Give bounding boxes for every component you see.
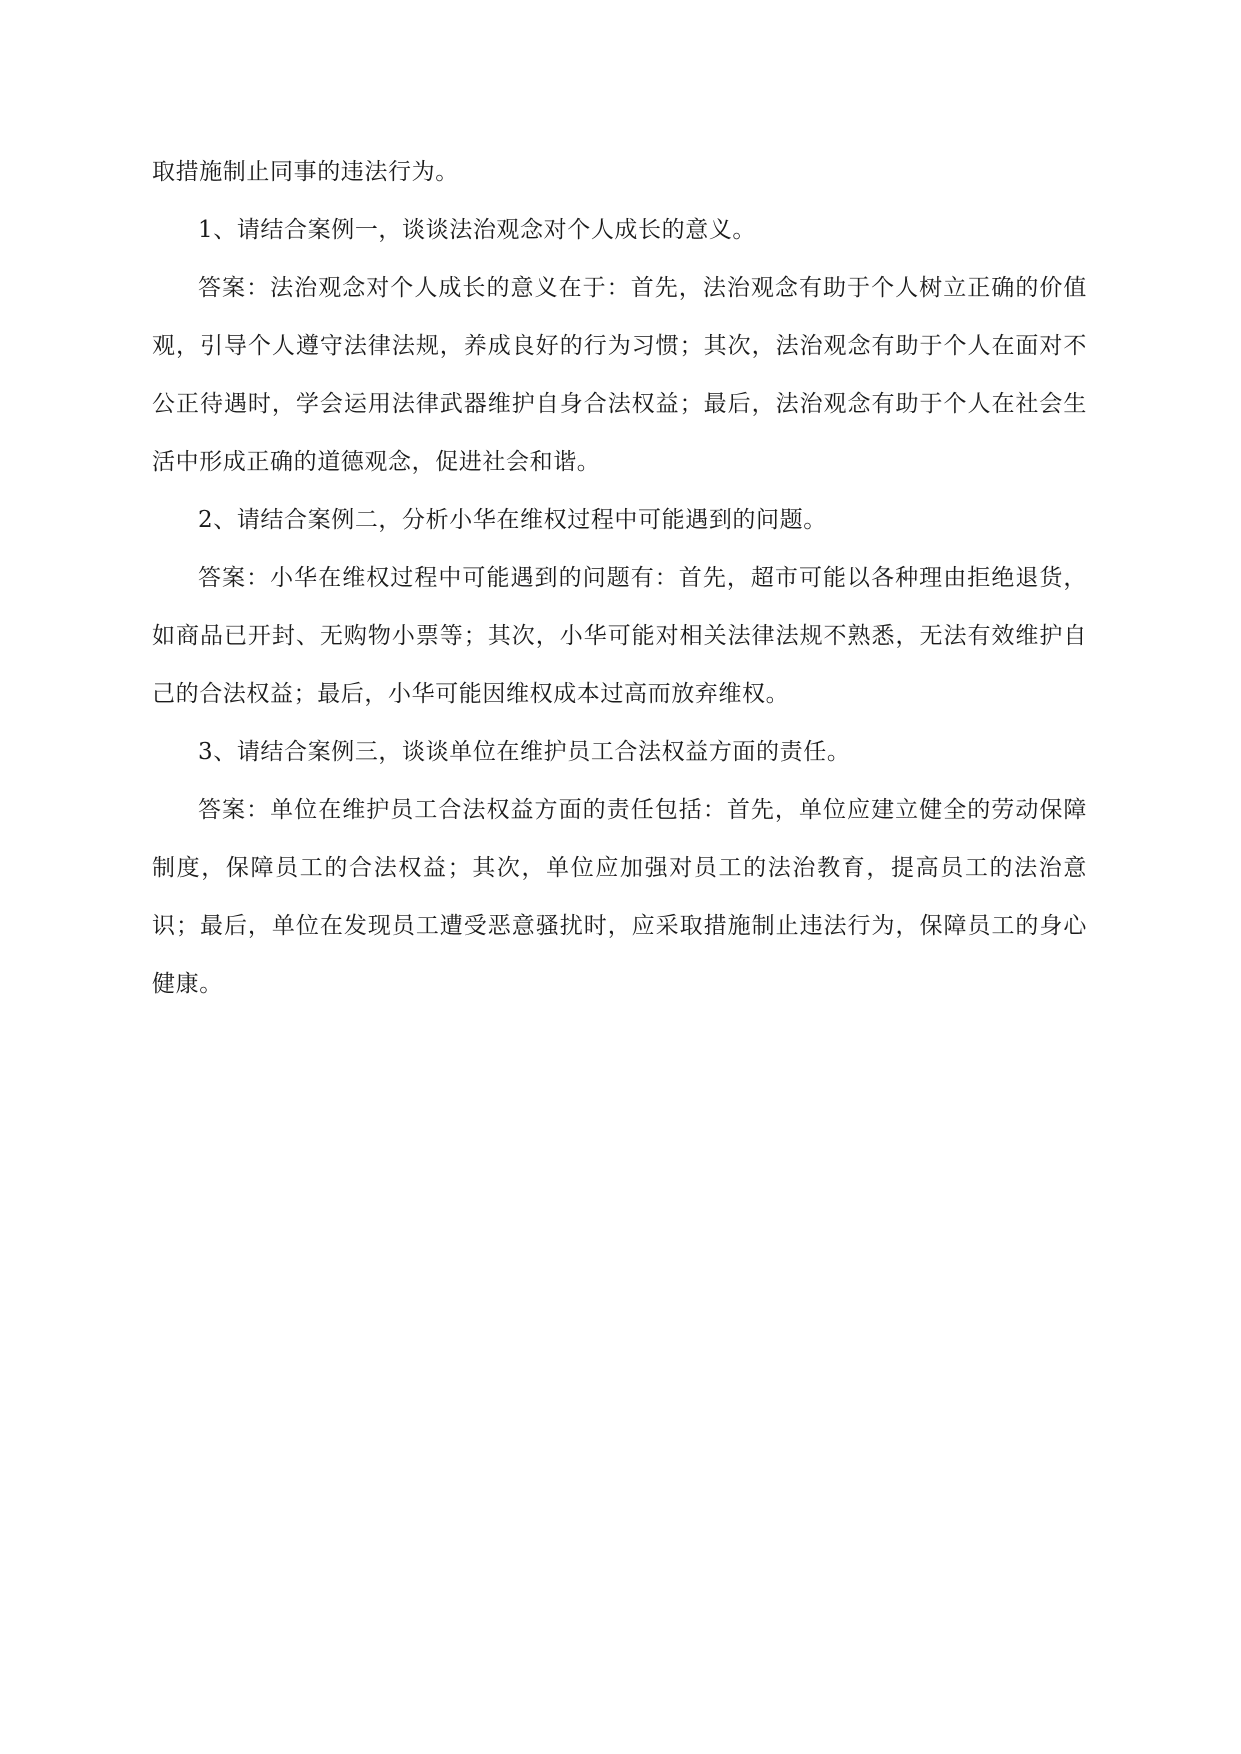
continued-paragraph: 取措施制止同事的违法行为。 — [152, 159, 459, 185]
question-2: 2、请结合案例二，分析小华在维权过程中可能遇到的问题。 — [198, 507, 827, 533]
question-3: 3、请结合案例三，谈谈单位在维护员工合法权益方面的责任。 — [198, 739, 851, 765]
question-1: 1、请结合案例一，谈谈法治观念对个人成长的意义。 — [198, 217, 757, 243]
answer-3: 答案：单位在维护员工合法权益方面的责任包括：首先，单位应建立健全的劳动保障制度，保障员工的合法权益；其次，单位应加强对员工的法治教育，提高员工的法治意识；最后，单位在发现员工遭受恶意骚扰时，应采取措施制止违法行为，保障员工的身心健康。 — [152, 797, 1087, 997]
answer-1: 答案：法治观念对个人成长的意义在于：首先，法治观念有助于个人树立正确的价值观，引导个人遵守法律法规，养成良好的行为习惯；其次，法治观念有助于个人在面对不公正待遇时，学会运用法律武器维护自身合法权益；最后，法治观念有助于个人在社会生活中形成正确的道德观念，促进社会和谐。 — [152, 275, 1087, 475]
answer-2: 答案：小华在维权过程中可能遇到的问题有：首先，超市可能以各种理由拒绝退货，如商品已开封、无购物小票等；其次，小华可能对相关法律法规不熟悉，无法有效维护自己的合法权益；最后，小华可能因维权成本过高而放弃维权。 — [152, 565, 1087, 707]
document-body — [152, 143, 1087, 1013]
